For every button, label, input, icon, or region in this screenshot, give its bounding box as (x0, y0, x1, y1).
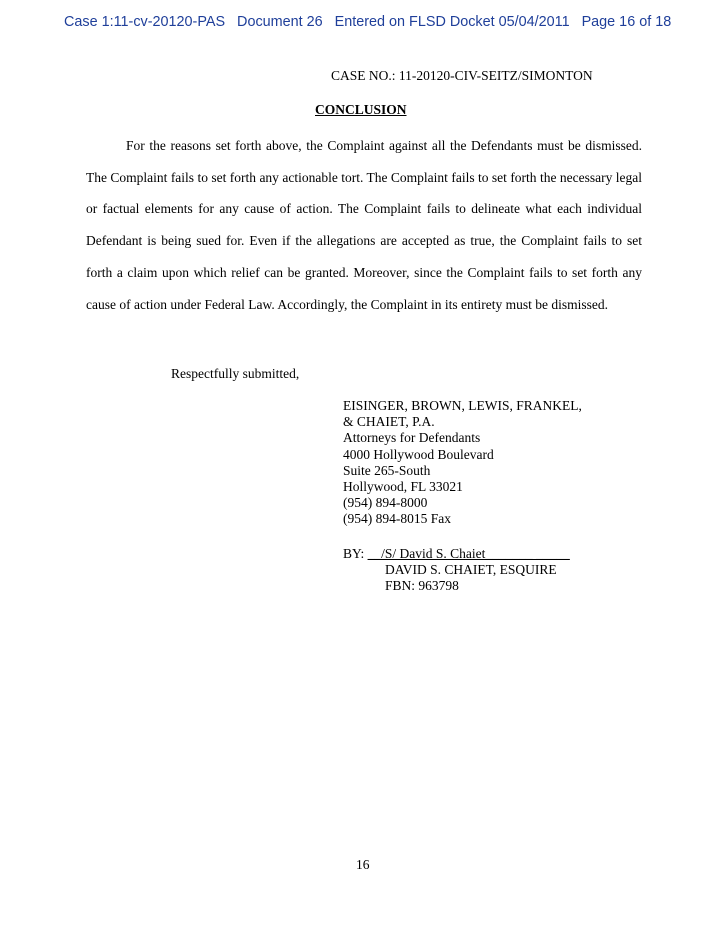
case-number-line: CASE NO.: 11-20120-CIV-SEITZ/SIMONTON (331, 68, 593, 83)
signature-block (343, 398, 582, 528)
address-line-1: 4000 Hollywood Boulevard (343, 446, 494, 462)
header-entered-date: Entered on FLSD Docket 05/04/2011 (334, 14, 570, 30)
conclusion-paragraph: For the reasons set forth above, the Complaint against all the Defendants must be dismissed. The Complaint fails to set forth any actionable tort. The Complaint fails to set forth the necessary legal or factual elements for any cause of action. The Complaint fails to delineate what each individual Defendant is being sued for. Even if the allegations are accepted as true, the Complaint fails to set forth a claim upon which relief can be granted. Moreover, since the Complaint fails to set forth any cause of action under Federal Law. Accordingly, the Complaint in its entirety must be dismissed. (86, 138, 642, 312)
attorney-role: Attorneys for Defendants (343, 430, 481, 446)
header-case-number: Case 1:11-cv-20120-PAS (64, 14, 226, 30)
florida-bar-number: FBN: 963798 (385, 578, 459, 594)
signature-by-block (343, 546, 570, 595)
phone-number: (954) 894-8000 (343, 495, 428, 511)
firm-name-line-1: EISINGER, BROWN, LEWIS, FRANKEL, (343, 398, 582, 413)
body-text (86, 130, 642, 320)
by-line (343, 546, 570, 562)
section-heading: CONCLUSION (315, 102, 407, 117)
docket-header (64, 14, 674, 30)
fax-number: (954) 894-8015 Fax (343, 511, 451, 527)
closing-line: Respectfully submitted, (171, 366, 300, 381)
header-page-count: Page 16 of 18 (581, 14, 672, 30)
electronic-signature: __/S/ David S. Chaiet_______ _____ (367, 546, 570, 561)
attorney-name: DAVID S. CHAIET, ESQUIRE (385, 562, 557, 578)
header-document-number: Document 26 (237, 14, 323, 30)
by-label: BY: (343, 546, 368, 561)
city-line: Hollywood, FL 33021 (343, 478, 463, 494)
address-line-2: Suite 265-South (343, 462, 431, 478)
page-number: 16 (356, 857, 370, 872)
firm-name-line-2: & CHAIET, P.A. (343, 414, 435, 430)
